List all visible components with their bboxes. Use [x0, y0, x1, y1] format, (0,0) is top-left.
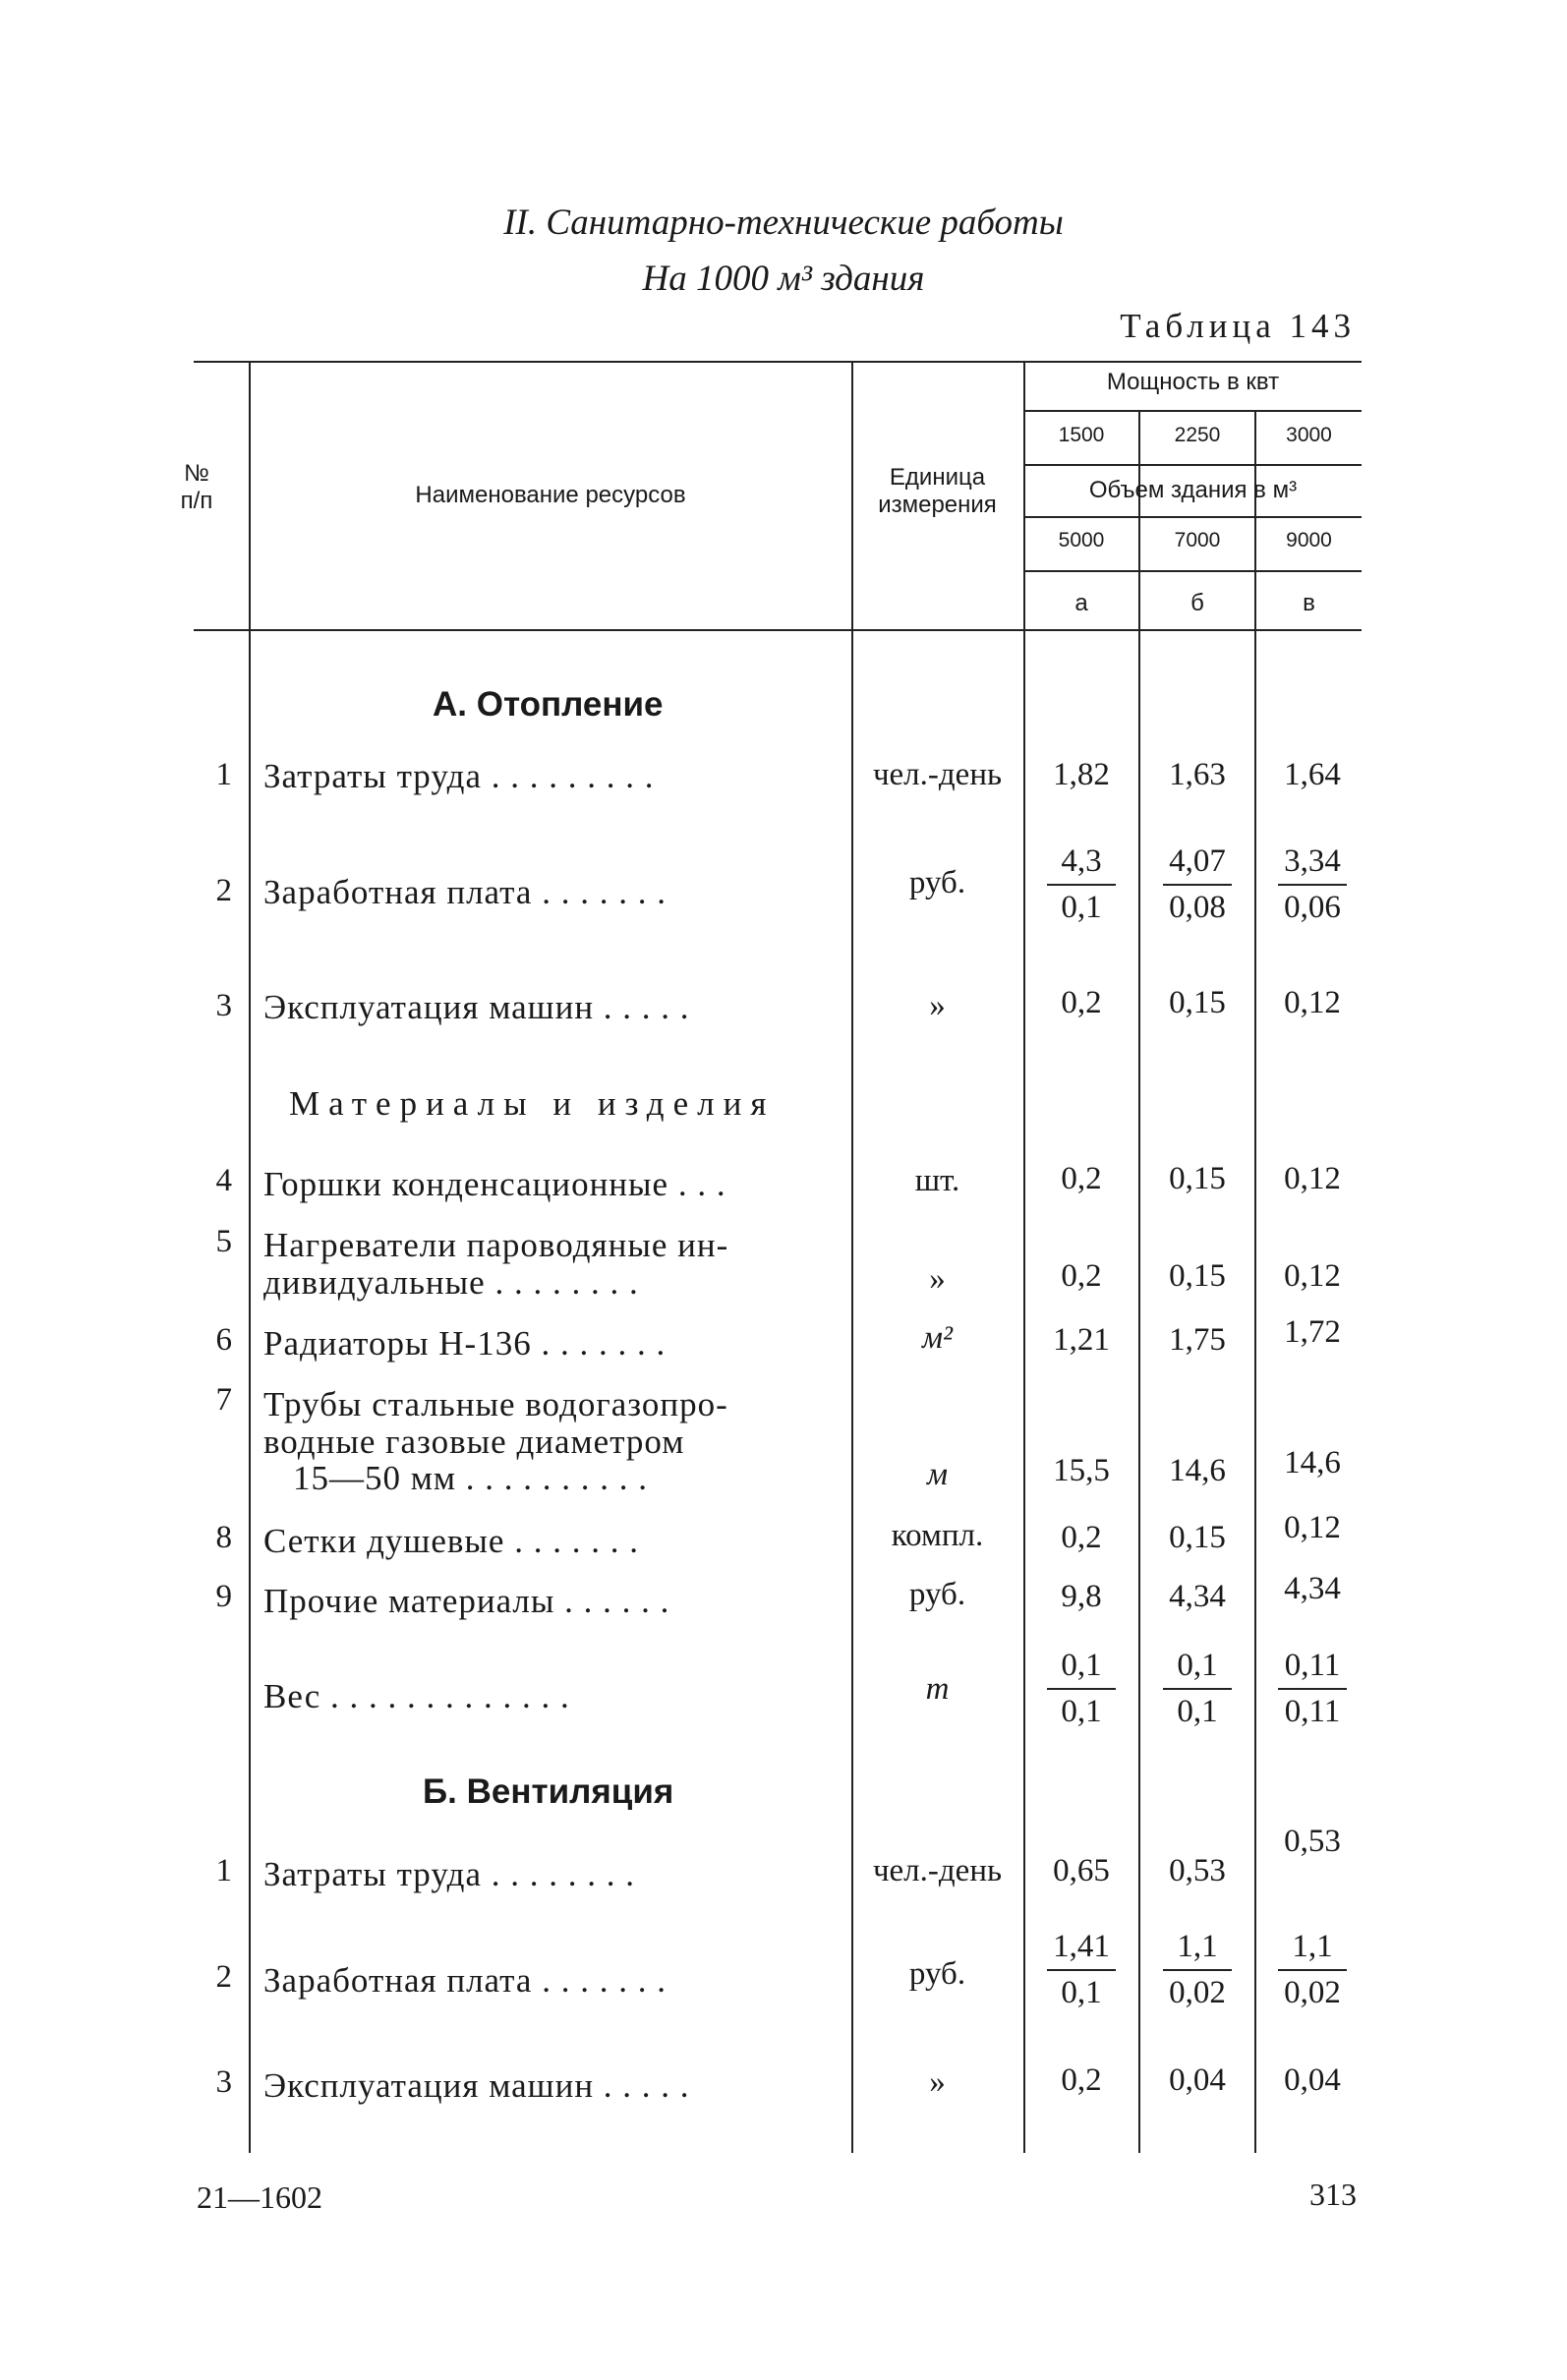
row-num: 5	[215, 1224, 232, 1259]
row-unit: шт.	[914, 1163, 960, 1198]
row-unit: руб.	[908, 1577, 966, 1612]
section-heading-heating: А. Отопление	[433, 685, 664, 724]
row-fraction-c: 3,34 0,06	[1258, 843, 1366, 926]
row-value-c: 0,04	[1284, 2062, 1341, 2098]
table-number: Таблица 143	[1120, 307, 1356, 345]
row-value-b: 0,04	[1169, 2062, 1226, 2098]
page-number: 313	[1309, 2177, 1357, 2212]
row-value-c: 1,72	[1284, 1314, 1341, 1350]
row-name-cont: 15—50 мм . . . . . . . . . .	[293, 1459, 649, 1497]
row-name: Трубы стальные водогазопро-	[263, 1385, 728, 1423]
page-subtitle: На 1000 м³ здания	[642, 259, 925, 299]
row-unit: руб.	[908, 1956, 966, 1992]
col-divider-unit	[1023, 362, 1025, 2153]
row-value-b: 0,15	[1169, 985, 1226, 1020]
row-num: 6	[215, 1322, 232, 1358]
row-num: 2	[215, 873, 232, 908]
row-value-c: 1,64	[1284, 757, 1341, 792]
row-name: Нагреватели пароводяные ин-	[263, 1226, 729, 1264]
row-num: 2	[215, 1959, 232, 1995]
row-value-b: 0,15	[1169, 1258, 1226, 1294]
header-volume-3: 9000	[1286, 529, 1332, 551]
powers-rule	[1024, 464, 1362, 466]
col-divider-a	[1138, 411, 1140, 2153]
row-value-c: 0,12	[1284, 1161, 1341, 1196]
row-value-a: 0,2	[1061, 1520, 1102, 1555]
header-power-1: 1500	[1058, 424, 1105, 446]
row-name: Эксплуатация машин . . . . .	[263, 2066, 690, 2105]
row-value-a: 1,82	[1053, 757, 1110, 792]
row-num: 1	[215, 1853, 232, 1888]
table-top-rule	[194, 361, 1362, 363]
row-value-b: 0,15	[1169, 1520, 1226, 1555]
col-divider-b	[1254, 411, 1256, 2153]
row-name: Вес . . . . . . . . . . . . .	[263, 1677, 570, 1715]
row-unit: руб.	[908, 865, 966, 900]
row-name-cont: водные газовые диаметром	[263, 1422, 685, 1461]
header-power-3: 3000	[1286, 424, 1332, 446]
row-num: 4	[215, 1163, 232, 1198]
row-num: 7	[215, 1382, 232, 1418]
section-heading-materials: Материалы и изделия	[289, 1084, 776, 1123]
header-num: № п/п	[180, 460, 213, 514]
header-power: Мощность в квт	[1106, 369, 1280, 395]
row-value-b: 4,34	[1169, 1579, 1226, 1614]
row-name: Затраты труда . . . . . . . .	[263, 1855, 635, 1893]
row-num: 8	[215, 1520, 232, 1555]
row-value-b: 0,53	[1169, 1853, 1226, 1888]
header-letter-c: в	[1303, 590, 1315, 616]
header-letter-b: б	[1190, 590, 1204, 616]
row-value-c: 14,6	[1284, 1445, 1341, 1480]
power-rule	[1024, 410, 1362, 412]
row-name: Затраты труда . . . . . . . . .	[263, 757, 655, 795]
row-value-a: 15,5	[1053, 1453, 1110, 1488]
header-unit: Единица измерения	[878, 464, 997, 518]
row-num: 9	[215, 1579, 232, 1614]
row-value-b: 1,63	[1169, 757, 1226, 792]
row-fraction-c: 0,11 0,11	[1258, 1648, 1366, 1730]
row-unit: чел.-день	[872, 1853, 1003, 1888]
row-name-cont: дивидуальные . . . . . . . .	[263, 1263, 639, 1302]
row-value-b: 0,15	[1169, 1161, 1226, 1196]
section-heading-ventilation: Б. Вентиляция	[423, 1772, 674, 1811]
row-name: Горшки конденсационные . . .	[263, 1165, 726, 1203]
header-name: Наименование ресурсов	[415, 482, 686, 508]
row-fraction-b: 1,1 0,02	[1143, 1929, 1251, 2011]
row-value-c: 4,34	[1284, 1571, 1341, 1606]
row-fraction-c: 1,1 0,02	[1258, 1929, 1366, 2011]
section-title: II. Санитарно-технические работы	[503, 203, 1064, 243]
row-name: Заработная плата . . . . . . .	[263, 873, 667, 911]
row-unit: »	[929, 988, 946, 1023]
row-value-c: 0,12	[1284, 985, 1341, 1020]
header-bottom-rule	[194, 629, 1362, 631]
header-volume-1: 5000	[1058, 529, 1105, 551]
row-unit: чел.-день	[872, 757, 1003, 792]
row-num: 3	[215, 988, 232, 1023]
row-value-a: 9,8	[1061, 1579, 1102, 1614]
row-name: Сетки душевые . . . . . . .	[263, 1522, 639, 1560]
row-value-c: 0,12	[1284, 1258, 1341, 1294]
col-divider-num	[249, 362, 251, 2153]
header-volume-2: 7000	[1174, 529, 1221, 551]
row-value-a: 0,2	[1061, 1161, 1102, 1196]
row-value-a: 0,2	[1061, 985, 1102, 1020]
row-fraction-b: 0,1 0,1	[1143, 1648, 1251, 1730]
row-value-b: 1,75	[1169, 1322, 1226, 1358]
row-value-a: 0,2	[1061, 1258, 1102, 1294]
row-unit: »	[929, 2064, 946, 2100]
row-value-c: 0,53	[1284, 1824, 1341, 1859]
row-unit: м	[926, 1457, 949, 1492]
row-fraction-b: 4,07 0,08	[1143, 843, 1251, 926]
row-name: Прочие материалы . . . . . .	[263, 1582, 670, 1620]
volumes-rule	[1024, 570, 1362, 572]
row-fraction-a: 1,41 0,1	[1027, 1929, 1135, 2011]
row-name: Эксплуатация машин . . . . .	[263, 988, 690, 1026]
row-value-b: 14,6	[1169, 1453, 1226, 1488]
row-unit: »	[929, 1261, 946, 1297]
footer-signature: 21—1602	[197, 2179, 322, 2215]
row-value-a: 0,65	[1053, 1853, 1110, 1888]
row-fraction-a: 0,1 0,1	[1027, 1648, 1135, 1730]
row-name: Радиаторы Н-136 . . . . . . .	[263, 1324, 667, 1363]
row-unit: м²	[922, 1320, 953, 1356]
row-fraction-a: 4,3 0,1	[1027, 843, 1135, 926]
row-num: 1	[215, 757, 232, 792]
row-value-a: 1,21	[1053, 1322, 1110, 1358]
header-power-2: 2250	[1174, 424, 1221, 446]
row-name: Заработная плата . . . . . . .	[263, 1961, 667, 2000]
header-letter-a: а	[1074, 590, 1088, 616]
row-num: 3	[215, 2064, 232, 2100]
volume-rule	[1024, 516, 1362, 518]
row-unit: т	[925, 1671, 950, 1707]
row-unit: компл.	[891, 1518, 984, 1553]
row-value-c: 0,12	[1284, 1510, 1341, 1545]
header-volume: Объем здания в м³	[1088, 477, 1298, 503]
row-value-a: 0,2	[1061, 2062, 1102, 2098]
